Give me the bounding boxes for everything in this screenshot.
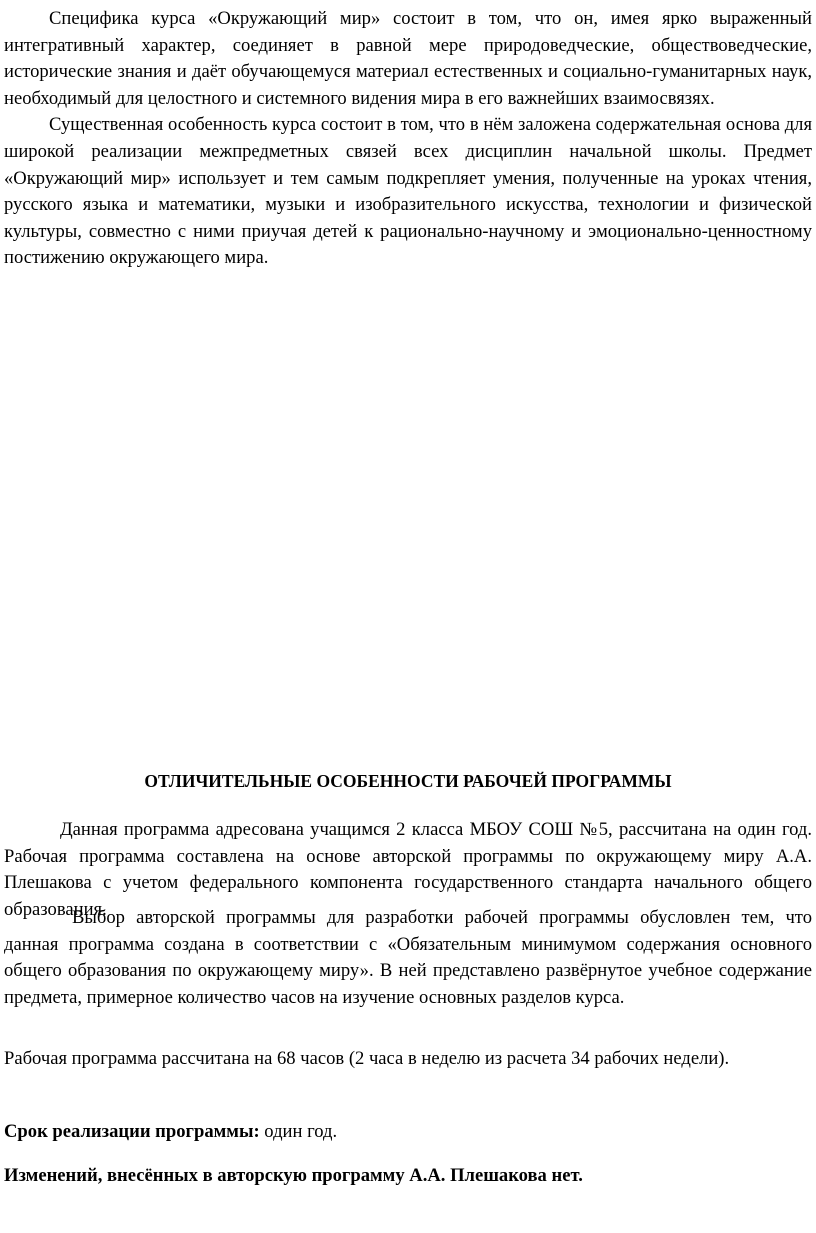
intro-section [4,6,812,272]
hours-line: Рабочая программа рассчитана на 68 часов (2 часа в неделю из расчета 34 рабочих недели). [4,1048,730,1069]
program-paragraph-1: Данная программа адресована учащимся 2 класса МБОУ СОШ №5, рассчитана на один год. Рабочая программа составлена на основе авторской программы по окружающему миру А.А. Плешакова с учетом федерального компонента государственного стандарта начального общего образования. [4,819,812,920]
term-label: Срок реализации программы: [4,1121,260,1142]
term-line [4,1119,812,1145]
program-paragraph-2-block [4,905,812,1011]
changes-line: Изменений, внесённых в авторскую программу А.А. Плешакова нет. [4,1165,583,1186]
section-heading: ОТЛИЧИТЕЛЬНЫЕ ОСОБЕННОСТИ РАБОЧЕЙ ПРОГРАММЫ [144,771,672,791]
intro-paragraph-1: Специфика курса «Окружающий мир» состоит в том, что он, имея ярко выраженный интегративный характер, соединяет в равной мере природоведческие, обществоведческие, исторические знания и даёт обучающемуся материал естественных и социально-гуманитарных наук, необходимый для целостного и системного видения мира в его важнейших взаимосвязях. [4,8,812,109]
intro-paragraph-2: Существенная особенность курса состоит в том, что в нём заложена содержательная основа для широкой реализации межпредметных связей всех дисциплин начальной школы. Предмет «Окружающий мир» использует и тем самым подкрепляет умения, полученные на уроках чтения, русского языка и математики, музыки и изобразительного искусства, технологии и физической культуры, совместно с ними приучая детей к рационально-научному и эмоционально-ценностному постижению окружающего мира. [4,114,812,269]
program-paragraph-2: Выбор авторской программы для разработки рабочей программы обусловлен тем, что данная программа создана в соответствии с «Обязательным минимумом содержания основного общего образования по окружающему миру». В ней представлено развёрнутое учебное содержание предмета, примерное количество часов на изучение основных разделов курса. [4,907,812,1008]
term-value: один год. [259,1121,338,1142]
